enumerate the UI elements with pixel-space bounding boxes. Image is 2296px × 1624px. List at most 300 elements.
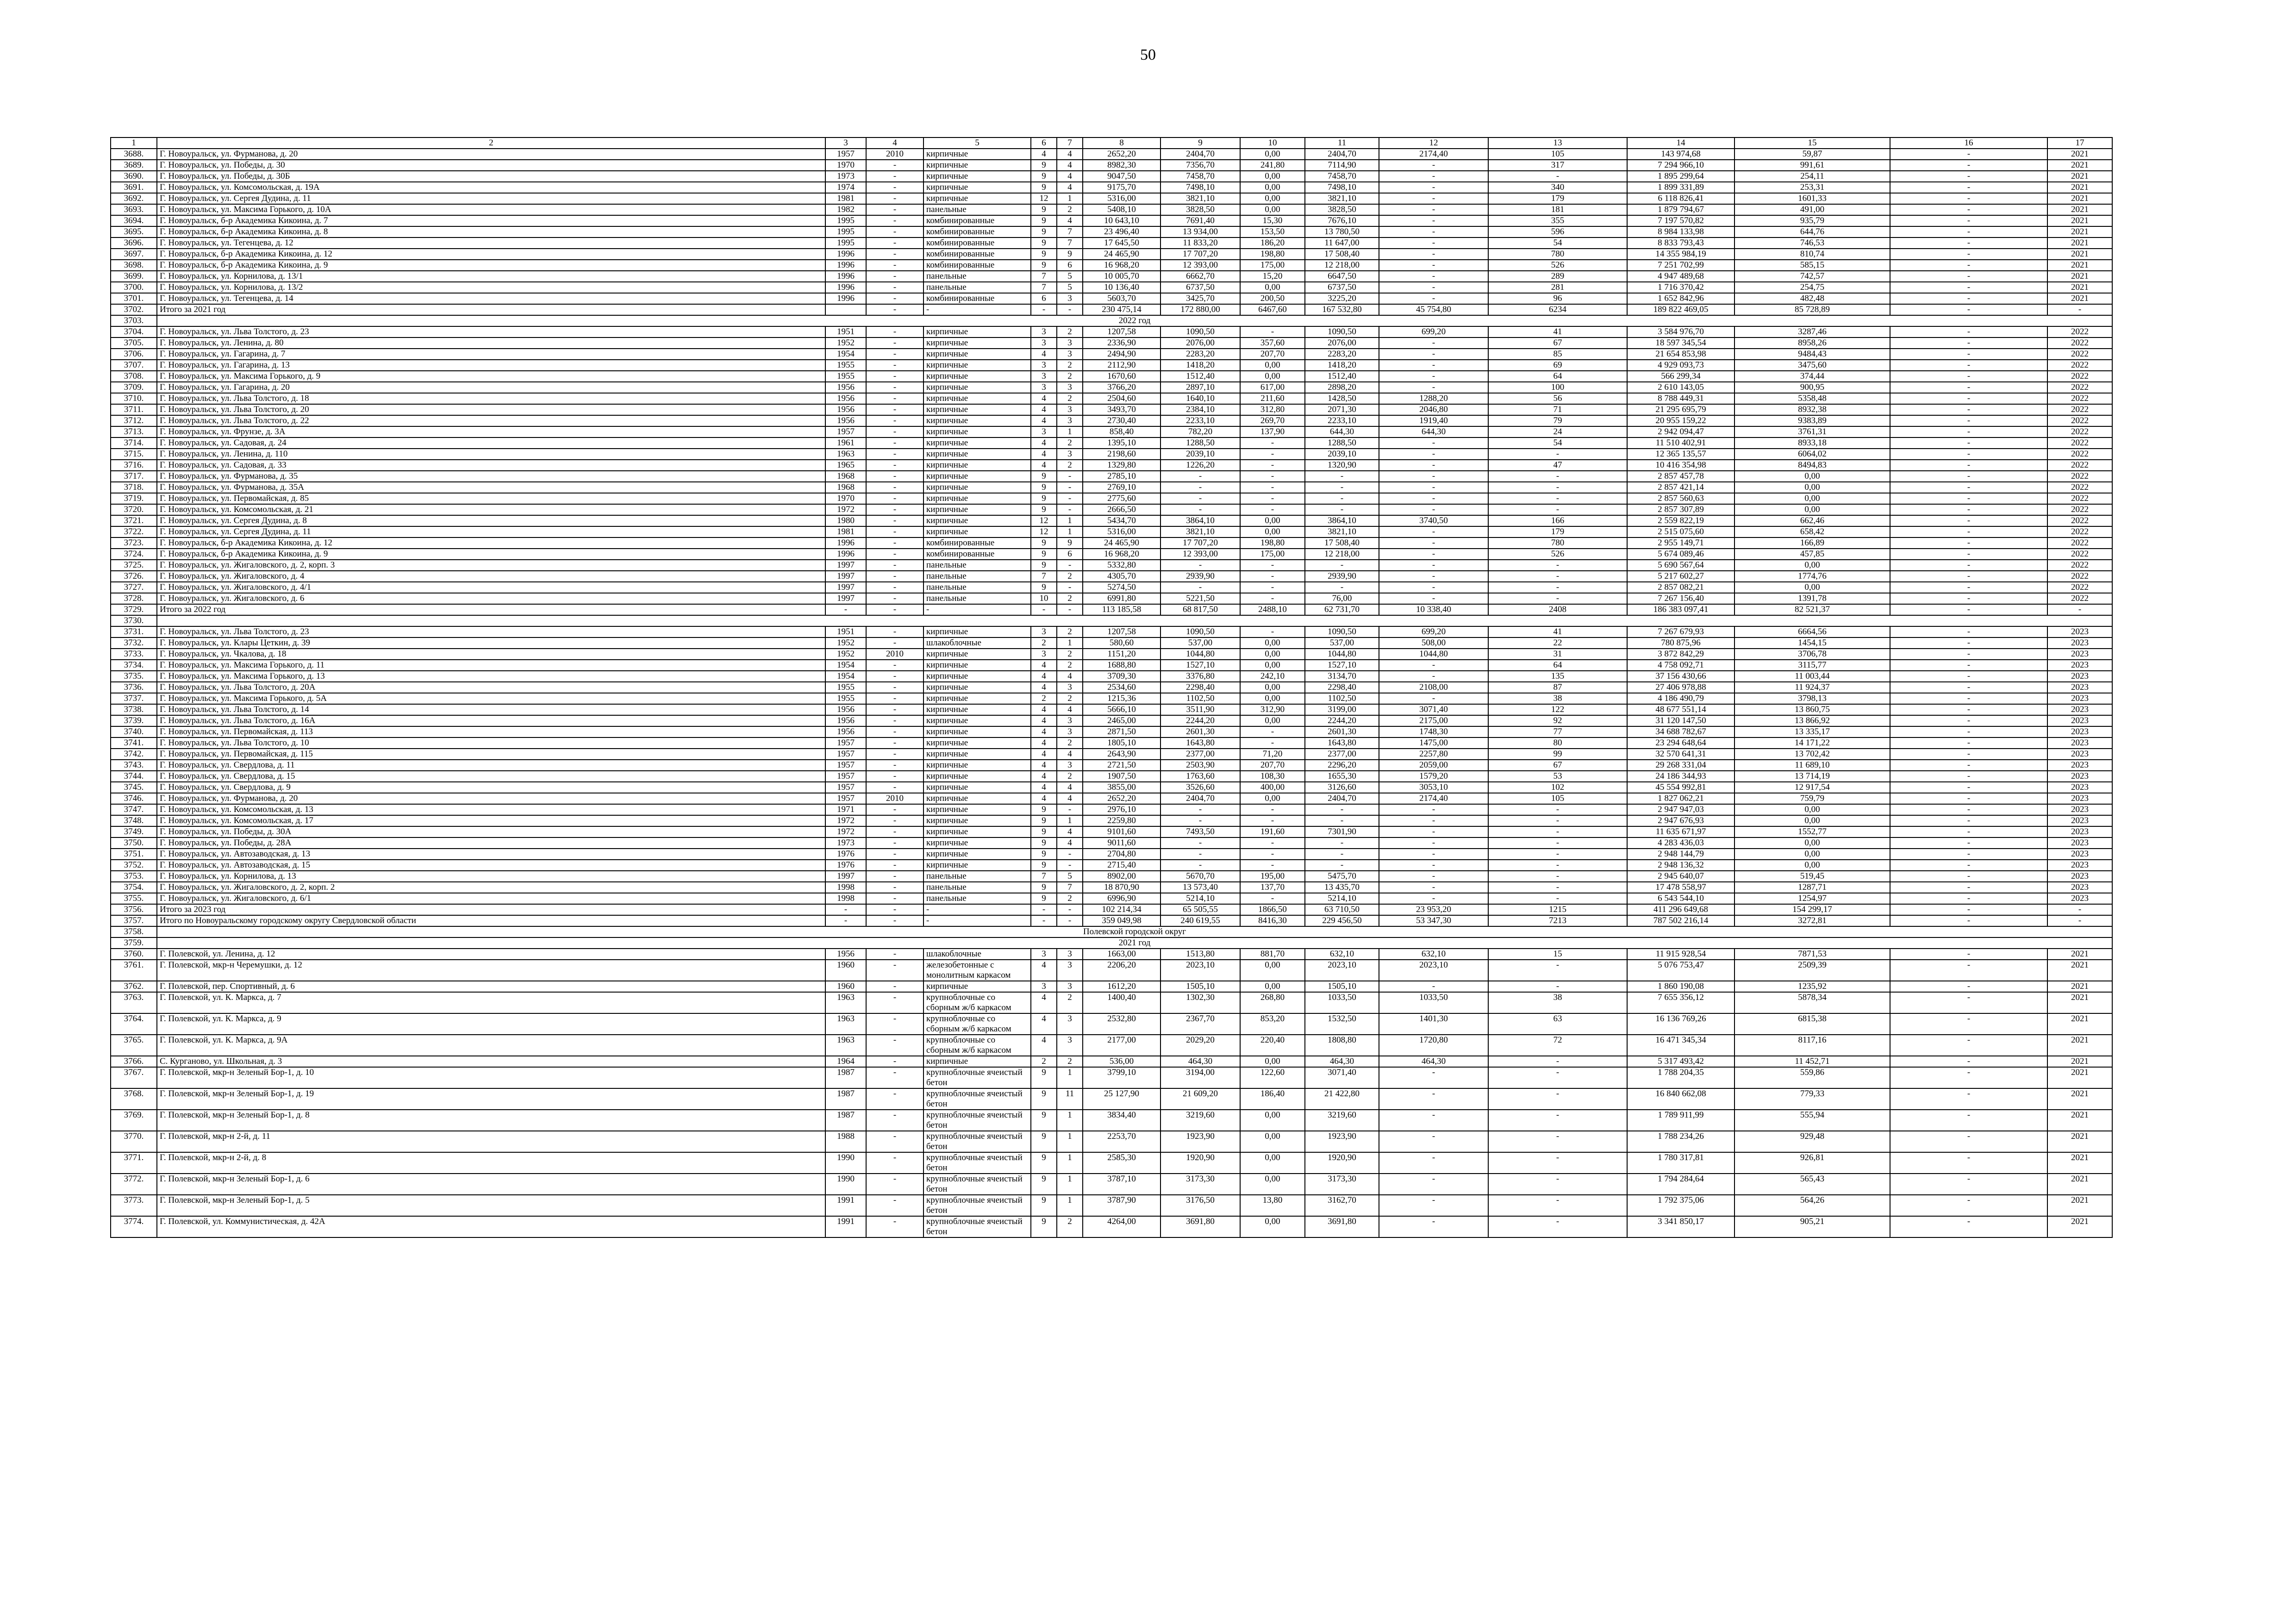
- table-cell: 1919,40: [1379, 415, 1488, 426]
- table-cell: кирпичные: [923, 649, 1031, 660]
- table-cell: 1 860 190,08: [1627, 981, 1734, 992]
- table-cell: 1 780 317,81: [1627, 1152, 1734, 1174]
- table-cell: 6: [1031, 293, 1057, 304]
- table-cell: шлакоблочные: [923, 637, 1031, 649]
- table-cell: 5666,10: [1083, 704, 1160, 715]
- table-cell: 230 475,14: [1083, 304, 1160, 315]
- table-cell: 2504,60: [1083, 393, 1160, 404]
- table-row: [111, 1216, 2112, 1237]
- table-cell: Г. Новоуральск, ул. Тегенцева, д. 14: [157, 293, 825, 304]
- table-cell: кирпичные: [923, 526, 1031, 537]
- table-cell: 1957: [825, 760, 866, 771]
- table-cell: 4 283 436,03: [1627, 837, 1734, 849]
- table-cell: 37 156 430,66: [1627, 671, 1734, 682]
- table-cell: 7: [1031, 871, 1057, 882]
- table-cell: 3: [1031, 626, 1057, 637]
- table-cell: 3739.: [111, 715, 157, 726]
- table-cell: Г. Новоуральск, ул. Льва Толстого, д. 23: [157, 626, 825, 637]
- table-cell: 13 702,42: [1734, 749, 1890, 760]
- table-cell: 3719.: [111, 493, 157, 504]
- table-cell: -: [1488, 837, 1627, 849]
- table-cell: 1957: [825, 771, 866, 782]
- table-cell: 1090,50: [1305, 326, 1379, 337]
- table-cell: 1976: [825, 860, 866, 871]
- table-cell: 24: [1488, 426, 1627, 437]
- table-cell: 1972: [825, 826, 866, 837]
- table-cell: 45 754,80: [1379, 304, 1488, 315]
- table-cell: 1991: [825, 1216, 866, 1237]
- table-cell: 10 005,70: [1083, 271, 1160, 282]
- table-cell: кирпичные: [923, 460, 1031, 471]
- table-cell: 3721.: [111, 515, 157, 526]
- table-cell: 1: [1057, 526, 1083, 537]
- table-cell: -: [1890, 1174, 2047, 1195]
- table-cell: 780: [1488, 249, 1627, 260]
- table-cell: 8 984 133,98: [1627, 226, 1734, 237]
- table-cell: 5 317 493,42: [1627, 1056, 1734, 1067]
- table-cell: 1973: [825, 171, 866, 182]
- table-row: [111, 671, 2112, 682]
- table-cell: 186 383 097,41: [1627, 604, 1734, 615]
- table-cell: 858,40: [1083, 426, 1160, 437]
- table-row: [111, 904, 2112, 915]
- table-cell: 2601,30: [1160, 726, 1240, 737]
- table-cell: 1996: [825, 271, 866, 282]
- table-cell: 1 794 284,64: [1627, 1174, 1734, 1195]
- table-cell: 1552,77: [1734, 826, 1890, 837]
- table-cell: кирпичные: [923, 849, 1031, 860]
- table-cell: 12 917,54: [1734, 782, 1890, 793]
- table-cell: 4: [1057, 749, 1083, 760]
- table-cell: 0,00: [1240, 1216, 1305, 1237]
- table-cell: 0,00: [1734, 849, 1890, 860]
- table-cell: 2022: [2047, 371, 2112, 382]
- table-cell: 359 049,98: [1083, 915, 1160, 926]
- table-cell: 1952: [825, 337, 866, 349]
- table-cell: 1996: [825, 282, 866, 293]
- table-cell: 2601,30: [1305, 726, 1379, 737]
- table-cell: 47: [1488, 460, 1627, 471]
- table-cell: 5603,70: [1083, 293, 1160, 304]
- table-cell: 699,20: [1379, 626, 1488, 637]
- table-cell: -: [866, 382, 923, 393]
- table-cell: 2022: [2047, 515, 2112, 526]
- table-cell: 2233,10: [1160, 415, 1240, 426]
- table-cell: -: [1488, 826, 1627, 837]
- table-cell: Г. Новоуральск, ул. Жигаловского, д. 6/1: [157, 893, 825, 904]
- table-cell: 11 924,37: [1734, 682, 1890, 693]
- table-row: [111, 482, 2112, 493]
- table-cell: 3757.: [111, 915, 157, 926]
- table-cell: 2: [1057, 893, 1083, 904]
- table-cell: 357,60: [1240, 337, 1305, 349]
- table-cell: 4 947 489,68: [1627, 271, 1734, 282]
- table-cell: -: [1488, 471, 1627, 482]
- table-cell: -: [1057, 493, 1083, 504]
- table-cell: -: [1379, 1216, 1488, 1237]
- table-cell: железобетонные с монолитным каркасом: [923, 960, 1031, 981]
- table-cell: 2021: [2047, 1195, 2112, 1216]
- table-cell: 17 508,40: [1305, 537, 1379, 549]
- table-cell: -: [1488, 1056, 1627, 1067]
- table-cell: 4: [1031, 771, 1057, 782]
- table-cell: панельные: [923, 282, 1031, 293]
- table-cell: 2585,30: [1083, 1152, 1160, 1174]
- table-cell: 9: [1031, 1110, 1057, 1131]
- table-cell: 23 496,40: [1083, 226, 1160, 237]
- table-cell: кирпичные: [923, 860, 1031, 871]
- table-row: [111, 149, 2112, 160]
- table-cell: Итого за 2022 год: [157, 604, 825, 615]
- table-cell: -: [825, 904, 866, 915]
- table-cell: 2076,00: [1305, 337, 1379, 349]
- table-cell: 2: [1057, 460, 1083, 471]
- table-cell: 1 789 911,99: [1627, 1110, 1734, 1131]
- table-cell: 2: [1057, 326, 1083, 337]
- table-cell: 1: [111, 137, 157, 149]
- table-cell: 3: [1057, 415, 1083, 426]
- table-cell: 457,85: [1734, 549, 1890, 560]
- table-cell: -: [866, 992, 923, 1013]
- table-cell: -: [1890, 215, 2047, 226]
- table-cell: 3751.: [111, 849, 157, 860]
- table-cell: -: [1379, 249, 1488, 260]
- table-cell: 8117,16: [1734, 1035, 1890, 1056]
- table-cell: 2023,10: [1379, 960, 1488, 981]
- table-cell: 1996: [825, 293, 866, 304]
- table-cell: Г. Полевской, мкр-н Зеленый Бор-1, д. 5: [157, 1195, 825, 1216]
- table-cell: 3761.: [111, 960, 157, 981]
- table-cell: -: [866, 449, 923, 460]
- table-cell: -: [866, 1088, 923, 1110]
- table-cell: 3821,10: [1305, 193, 1379, 204]
- table-cell: -: [1488, 482, 1627, 493]
- table-row: [111, 981, 2112, 992]
- table-cell: 1957: [825, 793, 866, 804]
- table-cell: 1965: [825, 460, 866, 471]
- table-row: [111, 826, 2112, 837]
- table-cell: -: [1379, 1195, 1488, 1216]
- table-cell: -: [1890, 1067, 2047, 1088]
- table-cell: -: [1240, 471, 1305, 482]
- table-cell: 3742.: [111, 749, 157, 760]
- table-cell: кирпичные: [923, 504, 1031, 515]
- table-cell: -: [866, 960, 923, 981]
- table-cell: кирпичные: [923, 749, 1031, 760]
- table-cell: -: [866, 249, 923, 260]
- table-cell: 1: [1057, 815, 1083, 826]
- table-cell: 2021: [2047, 293, 2112, 304]
- table-cell: кирпичные: [923, 771, 1031, 782]
- table-cell: 9: [1031, 182, 1057, 193]
- table-cell: Г. Новоуральск, ул. Клары Цеткин, д. 39: [157, 637, 825, 649]
- table-cell: -: [1305, 837, 1379, 849]
- table-cell: 38: [1488, 693, 1627, 704]
- table-cell: 2021: [2047, 271, 2112, 282]
- table-cell: 186,20: [1240, 237, 1305, 249]
- table-cell: 0,00: [1734, 837, 1890, 849]
- table-cell: -: [1890, 981, 2047, 992]
- table-cell: 1990: [825, 1152, 866, 1174]
- table-cell: 5670,70: [1160, 871, 1240, 882]
- table-cell: 8 788 449,31: [1627, 393, 1734, 404]
- table-cell: 69: [1488, 360, 1627, 371]
- table-cell: 13 335,17: [1734, 726, 1890, 737]
- table-cell: 2021: [2047, 949, 2112, 960]
- table-cell: 3722.: [111, 526, 157, 537]
- table-cell: 11 510 402,91: [1627, 437, 1734, 449]
- table-cell: 1774,76: [1734, 571, 1890, 582]
- table-row: [111, 304, 2112, 315]
- table-cell: 5221,50: [1160, 593, 1240, 604]
- table-cell: -: [866, 871, 923, 882]
- table-cell: 3828,50: [1160, 204, 1240, 215]
- table-cell: 29 268 331,04: [1627, 760, 1734, 771]
- table-cell: Г. Новоуральск, ул. Первомайская, д. 85: [157, 493, 825, 504]
- table-cell: 77: [1488, 726, 1627, 737]
- table-cell: 2244,20: [1305, 715, 1379, 726]
- table-cell: 2408: [1488, 604, 1627, 615]
- table-cell: 1418,20: [1160, 360, 1240, 371]
- table-cell: -: [1890, 860, 2047, 871]
- table-cell: 2: [1031, 693, 1057, 704]
- table-cell: -: [1240, 804, 1305, 815]
- table-cell: 491,00: [1734, 204, 1890, 215]
- table-cell: -: [866, 1056, 923, 1067]
- table-cell: 16 968,20: [1083, 260, 1160, 271]
- table-cell: 2897,10: [1160, 382, 1240, 393]
- table-row: [111, 537, 2112, 549]
- table-cell: -: [866, 726, 923, 737]
- table-cell: 16 968,20: [1083, 549, 1160, 560]
- table-cell: 2023: [2047, 804, 2112, 815]
- table-row: [111, 960, 2112, 981]
- table-cell: 3771.: [111, 1152, 157, 1174]
- table-row: [111, 382, 2112, 393]
- table-cell: крупноблочные ячеистый бетон: [923, 1067, 1031, 1088]
- table-cell: -: [866, 171, 923, 182]
- register-table: [110, 137, 2113, 1238]
- table-cell: 2022: [2047, 337, 2112, 349]
- table-cell: 3173,30: [1305, 1174, 1379, 1195]
- table-cell: 1920,90: [1305, 1152, 1379, 1174]
- table-cell: комбинированные: [923, 537, 1031, 549]
- table-cell: -: [1240, 460, 1305, 471]
- table-cell: -: [1379, 537, 1488, 549]
- table-cell: 3737.: [111, 693, 157, 704]
- table-cell: -: [866, 604, 923, 615]
- table-cell: 3 584 976,70: [1627, 326, 1734, 337]
- table-cell: комбинированные: [923, 237, 1031, 249]
- table-cell: 5475,70: [1305, 871, 1379, 882]
- table-cell: 1670,60: [1083, 371, 1160, 382]
- table-cell: -: [923, 915, 1031, 926]
- table-cell: 4: [1031, 460, 1057, 471]
- table-cell: 7: [1057, 237, 1083, 249]
- table-cell: 4: [866, 137, 923, 149]
- table-row: [111, 371, 2112, 382]
- table-cell: 3: [1031, 382, 1057, 393]
- table-cell: 2336,90: [1083, 337, 1160, 349]
- table-cell: 6991,80: [1083, 593, 1160, 604]
- table-cell: 72: [1488, 1035, 1627, 1056]
- table-cell: 9: [1031, 260, 1057, 271]
- table-cell: 3709.: [111, 382, 157, 393]
- table-cell: 658,42: [1734, 526, 1890, 537]
- table-row: [111, 593, 2112, 604]
- table-cell: -: [866, 849, 923, 860]
- table-cell: 2023: [2047, 793, 2112, 804]
- table-cell: 2298,40: [1160, 682, 1240, 693]
- table-cell: 2174,40: [1379, 149, 1488, 160]
- table-cell: 2023: [2047, 782, 2112, 793]
- table-cell: -: [1379, 571, 1488, 582]
- table-cell: 0,00: [1240, 1056, 1305, 1067]
- table-cell: 14 171,22: [1734, 737, 1890, 749]
- table-cell: 3731.: [111, 626, 157, 637]
- table-cell: 2071,30: [1305, 404, 1379, 415]
- table-cell: 137,90: [1240, 426, 1305, 437]
- table-cell: -: [1379, 471, 1488, 482]
- table-cell: 9101,60: [1083, 826, 1160, 837]
- table-cell: -: [1240, 571, 1305, 582]
- table-cell: 2022: [2047, 493, 2112, 504]
- table-cell: -: [1379, 293, 1488, 304]
- table-cell: 2022: [2047, 471, 2112, 482]
- table-cell: 3: [1057, 960, 1083, 981]
- table-cell: 13 435,70: [1305, 882, 1379, 893]
- table-cell: -: [1488, 981, 1627, 992]
- table-cell: 2: [1057, 571, 1083, 582]
- table-cell: Г. Новоуральск, ул. Комсомольская, д. 19А: [157, 182, 825, 193]
- table-cell: 3766,20: [1083, 382, 1160, 393]
- table-cell: 20 955 159,22: [1627, 415, 1734, 426]
- table-cell: 1254,97: [1734, 893, 1890, 904]
- table-cell: 1: [1057, 426, 1083, 437]
- table-cell: -: [1890, 849, 2047, 860]
- table-cell: -: [1379, 382, 1488, 393]
- table-cell: 8958,26: [1734, 337, 1890, 349]
- table-cell: 1805,10: [1083, 737, 1160, 749]
- table-row: [111, 193, 2112, 204]
- table-cell: -: [1890, 871, 2047, 882]
- table-cell: кирпичные: [923, 404, 1031, 415]
- table-cell: -: [866, 1216, 923, 1237]
- table-cell: кирпичные: [923, 837, 1031, 849]
- table-cell: 5434,70: [1083, 515, 1160, 526]
- table-cell: 1997: [825, 571, 866, 582]
- table-cell: 2 945 640,07: [1627, 871, 1734, 882]
- table-cell: 4: [1057, 182, 1083, 193]
- table-cell: 3173,30: [1160, 1174, 1240, 1195]
- table-cell: -: [1160, 815, 1240, 826]
- table-cell: -: [866, 571, 923, 582]
- table-cell: 3162,70: [1305, 1195, 1379, 1216]
- table-cell: 2404,70: [1305, 793, 1379, 804]
- table-cell: 400,00: [1240, 782, 1305, 793]
- table-cell: Г. Полевской, мкр-н Зеленый Бор-1, д. 6: [157, 1174, 825, 1195]
- table-cell: 21 295 695,79: [1627, 404, 1734, 415]
- table-cell: 5316,00: [1083, 526, 1160, 537]
- table-cell: 9: [1031, 493, 1057, 504]
- table-cell: -: [1240, 837, 1305, 849]
- table-cell: -: [866, 782, 923, 793]
- table-cell: 3772.: [111, 1174, 157, 1195]
- table-cell: 9: [1031, 893, 1057, 904]
- table-cell: 3766.: [111, 1056, 157, 1067]
- table-cell: 2029,20: [1160, 1035, 1240, 1056]
- table-cell: 2404,70: [1305, 149, 1379, 160]
- table-cell: 3697.: [111, 249, 157, 260]
- table-row: [111, 937, 2112, 949]
- table-cell: 269,70: [1240, 415, 1305, 426]
- table-cell: -: [1890, 904, 2047, 915]
- table-cell: -: [1379, 804, 1488, 815]
- table-cell: 1643,80: [1305, 737, 1379, 749]
- table-cell: 3761,31: [1734, 426, 1890, 437]
- table-cell: -: [866, 949, 923, 960]
- table-cell: 6815,38: [1734, 1013, 1890, 1035]
- table-cell: 38: [1488, 992, 1627, 1013]
- table-cell: 0,00: [1240, 282, 1305, 293]
- table-cell: 105: [1488, 793, 1627, 804]
- table-cell: -: [1240, 893, 1305, 904]
- table-cell: 1974: [825, 182, 866, 193]
- table-cell: 2 559 822,19: [1627, 515, 1734, 526]
- table-cell: 198,80: [1240, 249, 1305, 260]
- table-row: [111, 1110, 2112, 1131]
- table-cell: 3709,30: [1083, 671, 1160, 682]
- table-cell: 9011,60: [1083, 837, 1160, 849]
- table-cell: 1998: [825, 893, 866, 904]
- table-cell: 7 294 966,10: [1627, 160, 1734, 171]
- table-cell: 2 947 676,93: [1627, 815, 1734, 826]
- table-cell: 1956: [825, 949, 866, 960]
- table-cell: 2022: [2047, 426, 2112, 437]
- table-cell: -: [866, 226, 923, 237]
- table-cell: 3: [1057, 1013, 1083, 1035]
- table-cell: -: [1305, 860, 1379, 871]
- table-cell: 780: [1488, 537, 1627, 549]
- table-cell: Г. Новоуральск, ул. Чкалова, д. 18: [157, 649, 825, 660]
- table-cell: 2023: [2047, 726, 2112, 737]
- table-cell: кирпичные: [923, 704, 1031, 715]
- table-cell: Г. Полевской, мкр-н 2-й, д. 11: [157, 1131, 825, 1152]
- table-cell: 2010: [866, 149, 923, 160]
- table-cell: -: [1305, 582, 1379, 593]
- table-cell: 1207,58: [1083, 626, 1160, 637]
- table-cell: Г. Новоуральск, ул. Гагарина, д. 13: [157, 360, 825, 371]
- table-cell: комбинированные: [923, 249, 1031, 260]
- table-cell: -: [2047, 915, 2112, 926]
- table-cell: -: [1890, 437, 2047, 449]
- table-cell: 3706,78: [1734, 649, 1890, 660]
- table-cell: 9: [1031, 882, 1057, 893]
- table-cell: 92: [1488, 715, 1627, 726]
- table-cell: 2010: [866, 649, 923, 660]
- table-cell: 2021: [2047, 1088, 2112, 1110]
- table-cell: -: [1890, 715, 2047, 726]
- table-cell: 2021: [2047, 282, 2112, 293]
- table-cell: кирпичные: [923, 671, 1031, 682]
- table-cell: 2022: [2047, 482, 2112, 493]
- table-cell: 9: [1031, 482, 1057, 493]
- table-cell: 3768.: [111, 1088, 157, 1110]
- table-cell: 254,11: [1734, 171, 1890, 182]
- table-row: [111, 415, 2112, 426]
- table-cell: -: [1379, 1067, 1488, 1088]
- table-row: [111, 660, 2112, 671]
